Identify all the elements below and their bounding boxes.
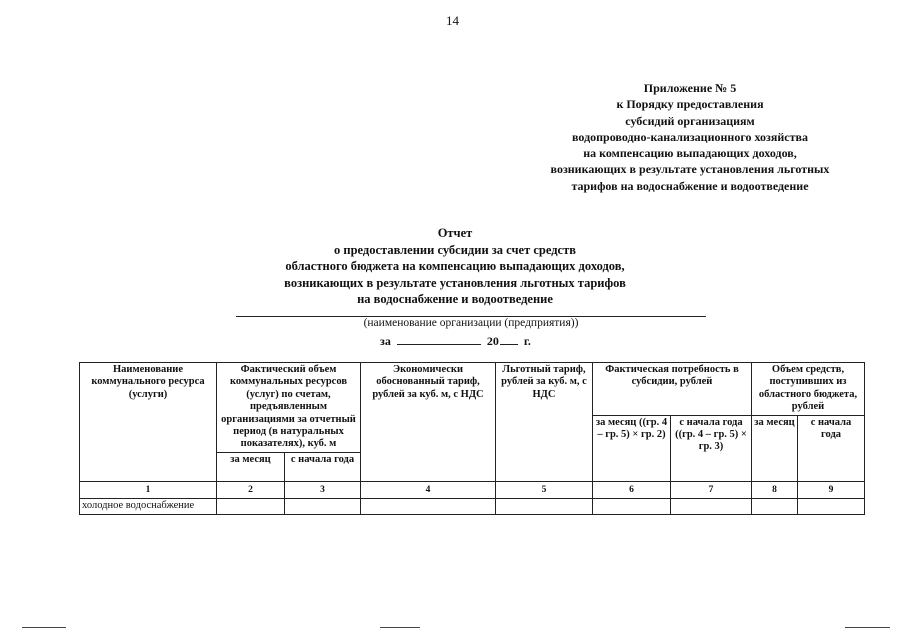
bottom-rule	[22, 627, 66, 628]
report-title-line: Отчет	[437, 226, 473, 240]
report-title-line: на водоснабжение и водоотведение	[357, 292, 553, 307]
page-number: 14	[446, 13, 459, 28]
header-need-year: с начала года ((гр. 4 – гр. 5) × гр. 3)	[671, 415, 752, 481]
table-cell	[593, 498, 671, 514]
table-cell	[798, 498, 865, 514]
header-funds-received: Объем средств, поступивших из областного бюджета, рублей	[752, 363, 865, 416]
report-table	[79, 362, 865, 515]
period-year: 20	[486, 334, 499, 348]
header-actual-volume: Фактический объем коммунальных ресурсов (услуг) по счетам, предъявленным организациями за отчетный период (в натуральных показателях), куб. м	[217, 363, 361, 453]
column-number: 9	[798, 481, 865, 498]
report-title	[240, 225, 670, 308]
header-subsidy-need: Фактическая потребность в субсидии, рублей	[593, 363, 752, 416]
header-received-month: за месяц	[752, 415, 798, 481]
appendix-line: возникающих в результате установления льготных	[550, 162, 830, 177]
column-number: 4	[361, 481, 496, 498]
column-number: 1	[80, 481, 217, 498]
table-cell	[285, 498, 361, 514]
report-title-line: возникающих в результате установления льготных тарифов	[284, 275, 626, 290]
header-volume-month: за месяц	[217, 452, 285, 481]
column-number: 7	[671, 481, 752, 498]
appendix-line: к Порядку предоставления	[616, 97, 764, 112]
column-number: 3	[285, 481, 361, 498]
header-need-month: за месяц ((гр. 4 – гр. 5) × гр. 2)	[593, 415, 671, 481]
bottom-rule	[845, 627, 890, 628]
row-resource-name: холодное водоснабжение	[80, 498, 217, 514]
header-received-year: с начала года	[798, 415, 865, 481]
column-number: 2	[217, 481, 285, 498]
table-cell	[217, 498, 285, 514]
period-prefix: за	[380, 334, 391, 348]
header-economic-tariff: Экономически обоснованный тариф, рублей за куб. м, с НДС	[361, 363, 496, 482]
appendix-line: Приложение № 5	[643, 81, 737, 95]
column-number: 5	[496, 481, 593, 498]
table-row	[80, 498, 865, 514]
column-number: 8	[752, 481, 798, 498]
appendix-line: тарифов на водоснабжение и водоотведение	[571, 178, 809, 193]
report-title-line: областного бюджета на компенсацию выпадающих доходов,	[285, 259, 625, 274]
reporting-period	[380, 333, 531, 349]
period-blank	[397, 333, 481, 345]
appendix-header	[520, 80, 860, 194]
table-cell	[671, 498, 752, 514]
bottom-rule	[380, 627, 420, 628]
header-preferential-tariff: Льготный тариф, рублей за куб. м, с НДС	[496, 363, 593, 482]
table-cell	[752, 498, 798, 514]
header-volume-year: с начала года	[285, 452, 361, 481]
table-cell	[361, 498, 496, 514]
appendix-line: на компенсацию выпадающих доходов,	[583, 146, 797, 161]
organization-caption: (наименование организации (предприятия))	[363, 317, 579, 329]
column-number: 6	[593, 481, 671, 498]
period-suffix: г.	[523, 334, 531, 348]
report-title-line: о предоставлении субсидии за счет средств	[334, 242, 576, 257]
table-cell	[496, 498, 593, 514]
header-resource-name: Наименование коммунального ресурса (услуги)	[80, 363, 217, 482]
appendix-line: субсидий организациям	[625, 113, 755, 128]
year-blank	[500, 333, 518, 345]
appendix-line: водопроводно-канализационного хозяйства	[572, 129, 808, 144]
